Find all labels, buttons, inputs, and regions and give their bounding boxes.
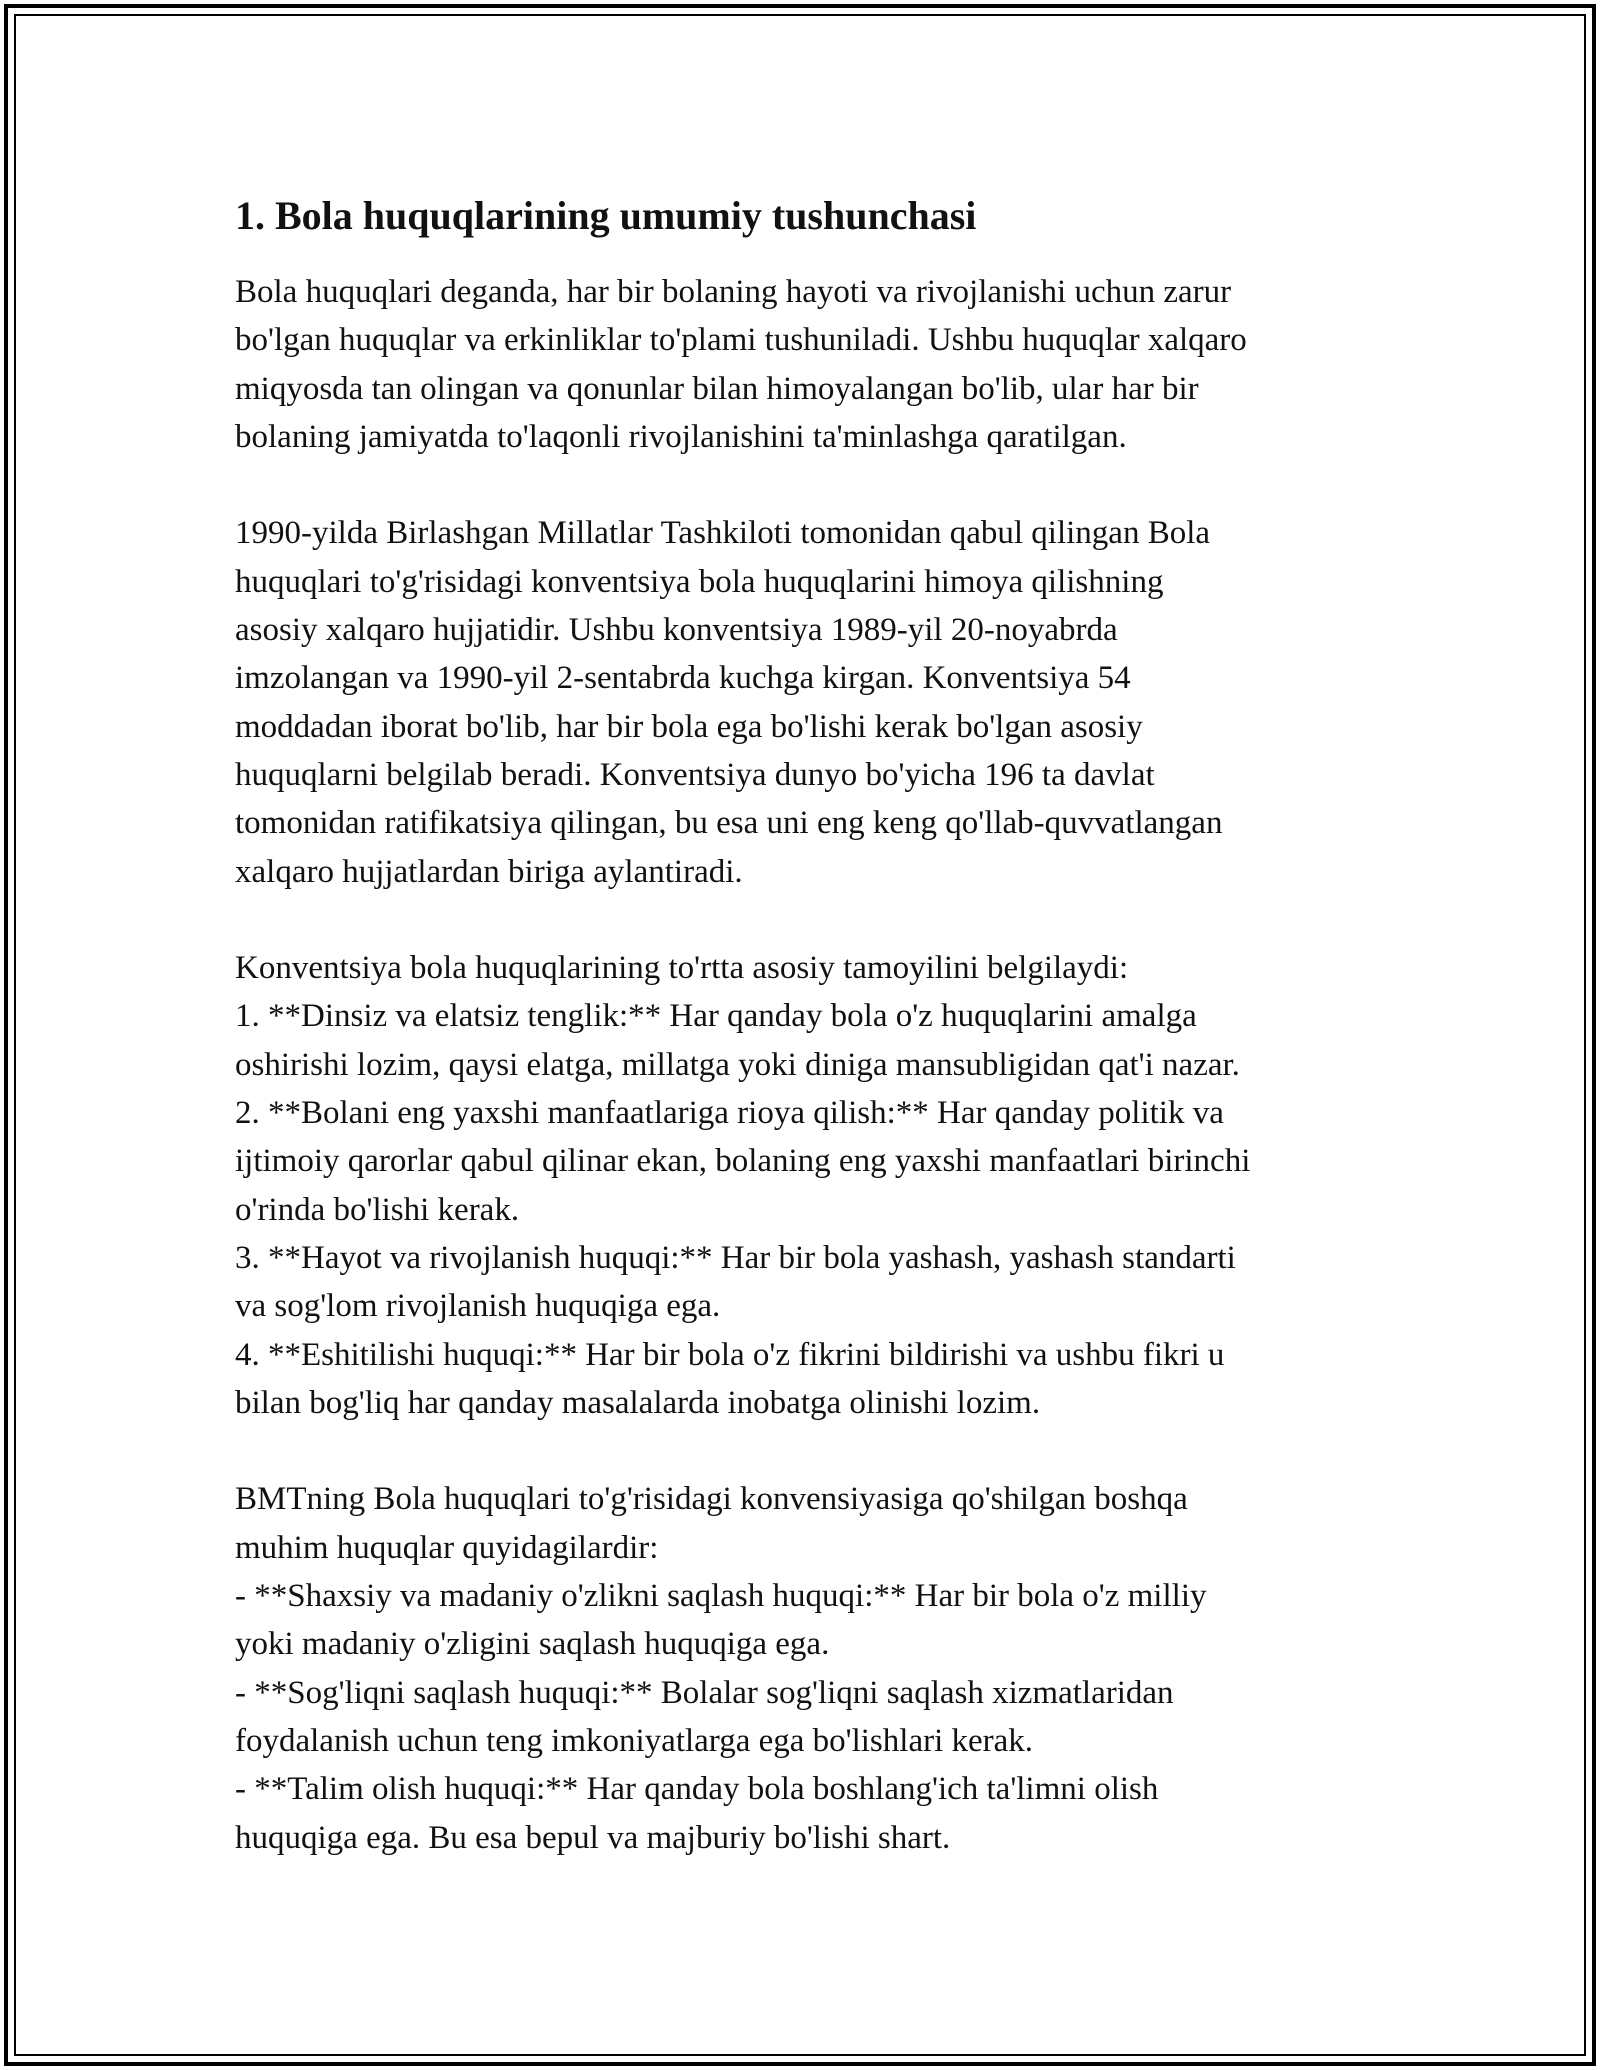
text-line: moddadan iborat bo'lib, har bir bola ega bo'lishi kerak bo'lgan asosiy: [235, 708, 1143, 745]
text-line: bolaning jamiyatda to'laqonli rivojlanishini ta'minlashga qaratilgan.: [235, 418, 1127, 455]
text-line: muhim huquqlar quyidagilardir:: [235, 1529, 659, 1566]
text-line: yoki madaniy o'zligini saqlash huquqiga ega.: [235, 1626, 830, 1663]
text-line: 4. **Eshitilishi huquqi:** Har bir bola o'z fikrini bildirishi va ushbu fikri u: [235, 1336, 1225, 1373]
text-line: huquqlari to'g'risidagi konventsiya bola huquqlarini himoya qilishning: [235, 563, 1164, 600]
text-line: - **Sog'liqni saqlash huquqi:** Bolalar sog'liqni saqlash xizmatlaridan: [235, 1674, 1174, 1711]
paragraph: [235, 509, 1375, 895]
text-line: oshirishi lozim, qaysi elatga, millatga yoki diniga mansubligidan qat'i nazar.: [235, 1046, 1240, 1083]
text-line: BMTning Bola huquqlari to'g'risidagi konvensiyasiga qo'shilgan boshqa: [235, 1481, 1188, 1518]
text-line: foydalanish uchun teng imkoniyatlarga ega bo'lishlari kerak.: [235, 1722, 1034, 1759]
paragraph-list: [235, 268, 1375, 1862]
text-line: imzolangan va 1990-yil 2-sentabrda kuchga kirgan. Konventsiya 54: [235, 660, 1131, 697]
text-line: bilan bog'liq har qanday masalalarda inobatga olinishi lozim.: [235, 1384, 1041, 1421]
text-line: 3. **Hayot va rivojlanish huquqi:** Har bir bola yashash, yashash standarti: [235, 1239, 1236, 1276]
text-line: ijtimoiy qarorlar qabul qilinar ekan, bolaning eng yaxshi manfaatlari birinchi: [235, 1143, 1251, 1180]
text-line: Konventsiya bola huquqlarining to'rtta asosiy tamoyilini belgilaydi:: [235, 950, 1129, 987]
text-line: - **Talim olish huquqi:** Har qanday bola boshlang'ich ta'limni olish: [235, 1771, 1159, 1808]
text-line: 1. **Dinsiz va elatsiz tenglik:** Har qanday bola o'z huquqlarini amalga: [235, 998, 1197, 1035]
text-line: xalqaro hujjatlardan biriga aylantiradi.: [235, 853, 743, 890]
paragraph: [235, 1475, 1375, 1861]
text-line: huquqlarni belgilab beradi. Konventsiya dunyo bo'yicha 196 ta davlat: [235, 756, 1155, 793]
text-line: Bola huquqlari deganda, har bir bolaning hayoti va rivojlanishi uchun zarur: [235, 274, 1232, 310]
text-line: huquqiga ega. Bu esa bepul va majburiy bo'lishi shart.: [235, 1819, 951, 1856]
paragraph: [235, 268, 1375, 461]
document-body: [235, 185, 1375, 1910]
text-line: va sog'lom rivojlanish huquqiga ega.: [235, 1288, 721, 1325]
text-line: 1990-yilda Birlashgan Millatlar Tashkiloti tomonidan qabul qilingan Bola: [235, 515, 1211, 552]
section-heading: 1. Bola huquqlarining umumiy tushunchasi: [235, 193, 977, 238]
text-line: bo'lgan huquqlar va erkinliklar to'plami tushuniladi. Ushbu huquqlar xalqaro: [235, 322, 1247, 359]
paragraph: [235, 944, 1375, 1427]
text-line: asosiy xalqaro hujjatidir. Ushbu konventsiya 1989-yil 20-noyabrda: [235, 612, 1118, 649]
text-line: miqyosda tan olingan va qonunlar bilan himoyalangan bo'lib, ular har bir: [235, 370, 1199, 407]
text-line: tomonidan ratifikatsiya qilingan, bu esa uni eng keng qo'llab-quvvatlangan: [235, 805, 1223, 842]
text-line: - **Shaxsiy va madaniy o'zlikni saqlash huquqi:** Har bir bola o'z milliy: [235, 1578, 1207, 1615]
text-line: o'rinda bo'lishi kerak.: [235, 1191, 520, 1228]
text-line: 2. **Bolani eng yaxshi manfaatlariga rioya qilish:** Har qanday politik va: [235, 1095, 1224, 1132]
